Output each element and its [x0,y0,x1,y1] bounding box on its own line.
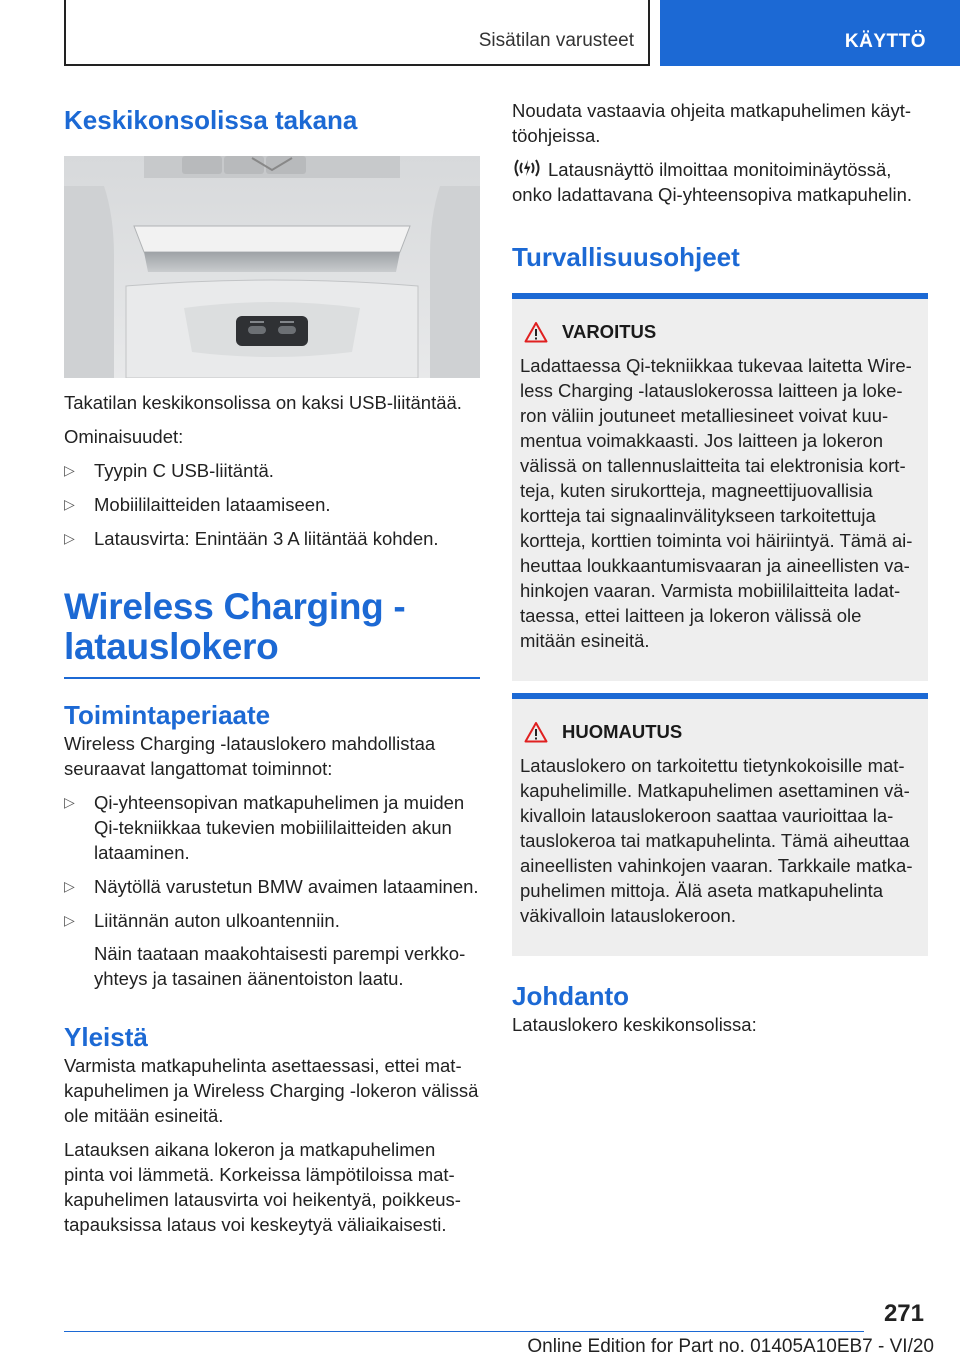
list-item: ▷ Liitännän auton ulkoantenniin. [64,910,340,931]
paragraph-principle: Wireless Charging -latauslokero mahdollistaa seuraavat langattomat toiminnot: [64,733,436,779]
footer-edition: Online Edition for Part no. 01405A10EB7 - VI/20 [527,1336,934,1357]
warning-triangle-icon [524,721,548,743]
rear-console-usb-photo [64,156,480,378]
paragraph-intro: Latauslokero keskikonsolissa: [512,1014,757,1035]
feature-list [64,458,480,551]
list-item: ▷ Tyypin C USB-liitäntä. [64,460,274,481]
heading-principle: Toimintaperiaate [64,700,271,730]
chapter-title: KÄYTTÖ [844,31,926,52]
heading-general: Yleistä [64,1022,148,1052]
bullet-triangle-icon: ▷ [64,794,75,810]
paragraph-rear-usb: Takatilan keskikonsolissa on kaksi USB-liitäntää. [64,392,462,413]
right-column [512,96,928,1037]
principle-list [64,790,480,933]
paragraph-features-intro: Ominaisuudet: [64,426,184,447]
notice-title-row [520,721,920,743]
bullet-triangle-icon: ▷ [64,462,75,478]
usb-ports-illustration [64,156,480,378]
wireless-charging-indicator-icon [512,157,542,179]
bullet-triangle-icon: ▷ [64,912,75,928]
footer-divider [64,1331,864,1332]
left-column [64,96,480,1237]
bullet-triangle-icon: ▷ [64,878,75,894]
page-number: 271 [883,1300,924,1327]
section-header-box [64,0,650,66]
notice-text: Latauslokero on tarkoitettu tietynkokoisille matkapuhelimille. Matkapuhelimen asettaminen väkivalloin latauslokeroon saattaa vaurioittaa latauslokeroa tai matkapuhelinta. Tämä aiheuttaa aineellisten vahinkojen vaaran. Tarkkaile matkapuhelimen mittoja. Älä aseta matkapuhelinta väkivalloin latauslokeroon. [520,755,913,926]
heading-intro: Johdanto [512,981,629,1011]
heading-wireless-charging: Wireless Charging - latauslokero [64,586,406,667]
list-item: ▷ Latausvirta: Enintään 3 A liitäntää kohden. [64,528,439,549]
list-item: ▷ Qi-yhteensopivan matkapuhelimen ja muiden Qi-tekniikkaa tukevien mobiililaitteiden akun lataaminen. [64,792,465,863]
paragraph-instructions: Noudata vastaavia ohjeita matkapuhelimen käyttöohjeissa. [512,100,912,146]
heading-safety: Turvallisuusohjeet [512,242,740,272]
notice-title: HUOMAUTUS [562,721,683,742]
paragraph-charging-display: Latausnäyttö ilmoittaa monitoiminäytössä, onko ladattavana Qi-yhteensopiva matkapuhelin. [512,159,913,205]
page-header [0,0,960,66]
chapter-tab [660,0,960,66]
list-item: ▷ Näytöllä varustetun BMW avaimen lataaminen. [64,876,479,897]
warning-box [512,293,928,681]
bullet-triangle-icon: ▷ [64,496,75,512]
list-item: ▷ Mobiililaitteiden lataamiseen. [64,494,331,515]
heading-rear-console: Keskikonsolissa takana [64,105,358,135]
wireless-charging-heading-block [64,587,480,679]
notice-box [512,693,928,956]
warning-title-row [520,321,920,343]
warning-text: Ladattaessa Qi-tekniikkaa tukevaa laitetta Wireless Charging -latauslokerossa laitteen ja lokeron väliin joutuneet metalliesineet voivat kuumentua voimakkaasti. Jos laitteen ja lokeron välissä on tallennuslaitteita tai elektronisia kortteja, kuten sirukortteja, magneettijuovallisia kortteja tai signaalinvälitykseen tarkoitettuja kortteja, korttien toiminta voi häiriintyä. Tämä aiheuttaa loukkaantumisvaaran ja aineellisten vahinkojen vaaran. Varmista mobiililaitteita ladattaessa, ettei laitteen ja lokeron välissä ole mitään esineitä. [520,355,913,651]
paragraph-general-1: Varmista matkapuhelinta asettaessasi, ettei matkapuhelimen ja Wireless Charging -lokeron välissä ole mitään esineitä. [64,1055,479,1126]
bullet-triangle-icon: ▷ [64,530,75,546]
warning-title: VAROITUS [562,321,657,342]
warning-triangle-icon [524,321,548,343]
paragraph-general-2: Latauksen aikana lokeron ja matkapuhelimen pinta voi lämmetä. Korkeissa lämpötiloissa matkapuhelimen latausvirta voi heikentyä, poikkeustapauksissa lataus voi keskeytyä väliaikaisesti. [64,1139,461,1235]
section-title: Sisätilan varusteet [478,30,634,51]
paragraph-antenna: Näin taataan maakohtaisesti parempi verkkoyhteys ja tasainen äänentoiston laatu. [94,943,466,989]
